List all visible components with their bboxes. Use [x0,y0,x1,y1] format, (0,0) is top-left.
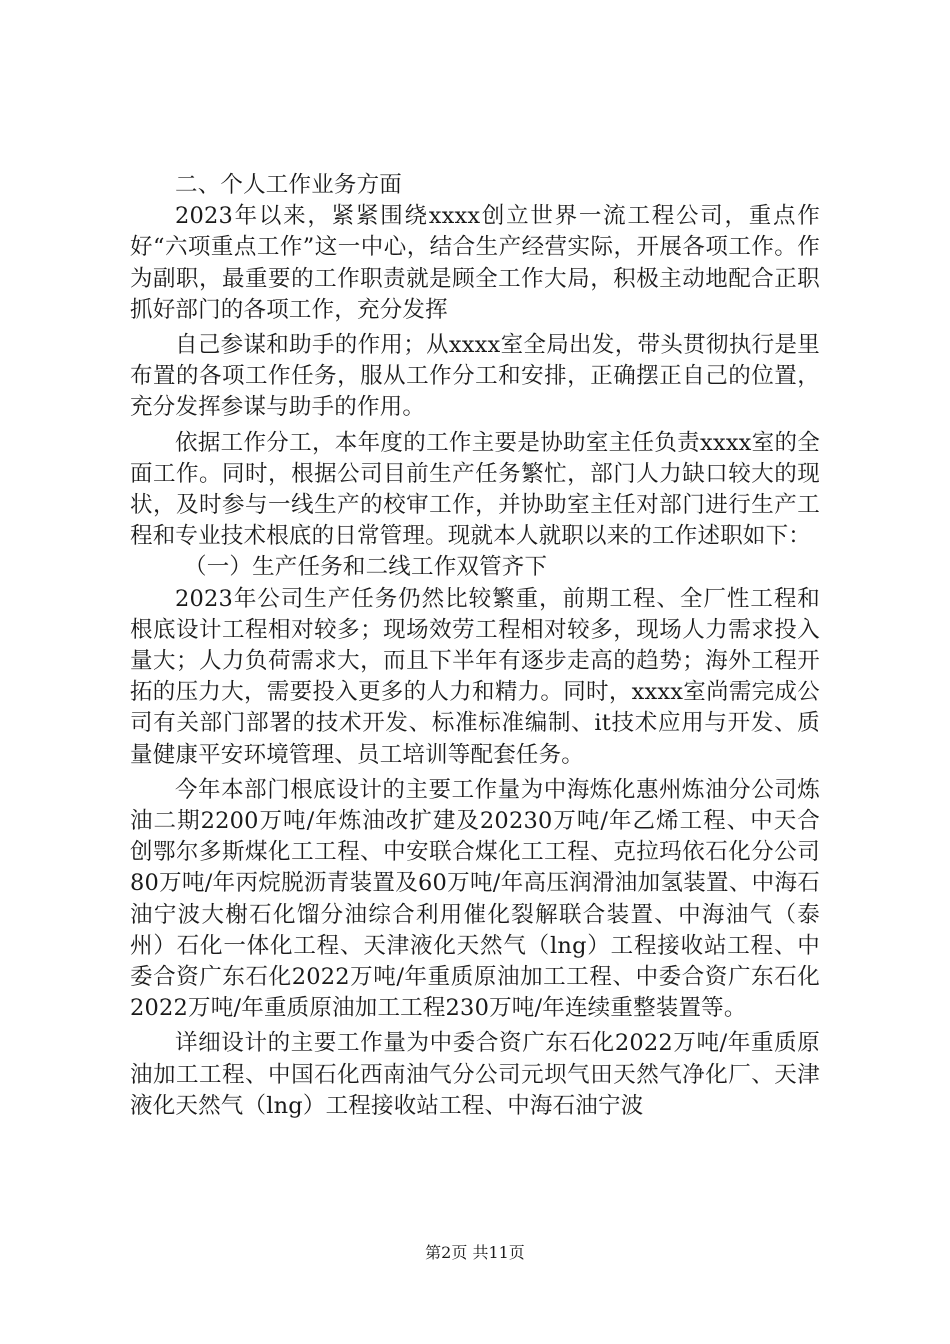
paragraph: 依据工作分工，本年度的工作主要是协助室主任负责xxxx室的全面工作。同时，根据公司目前生产任务繁忙，部门人力缺口较大的现状，及时参与一线生产的校审工作，并协助室主任对部门进行生产工程和专业技术根底的日常管理。现就本人就职以来的工作述职如下： [130,429,820,550]
subheading: （一）生产任务和二线工作双管齐下 [184,554,548,581]
document-body [130,170,820,1122]
section-heading: 二、个人工作业务方面 [175,172,403,198]
paragraph: 2023年以来，紧紧围绕xxxx创立世界一流工程公司，重点作好“六项重点工作”这一中心，结合生产经营实际，开展各项工作。作为副职，最重要的工作职责就是顾全工作大局，积极主动地配合正职抓好部门的各项工作，充分发挥 [130,203,820,323]
paragraph: 2023年公司生产任务仍然比较繁重，前期工程、全厂性工程和根底设计工程相对较多；现场效劳工程相对较多，现场人力需求投入量大；人力负荷需求大，而且下半年有逐步走高的趋势；海外工程开拓的压力大，需要投入更多的人力和精力。同时，xxxx室尚需完成公司有关部门部署的技术开发、标准标准编制、it技术应用与开发、质量健康平安环境管理、员工培训等配套任务。 [130,585,820,768]
paragraph: 详细设计的主要工作量为中委合资广东石化2022万吨/年重质原油加工工程、中国石化西南油气分公司元坝气田天然气净化厂、天津液化天然气（lng）工程接收站工程、中海石油宁波 [130,1030,820,1119]
page-number-footer: 第2页 共11页 [425,1243,525,1262]
paragraph: 自己参谋和助手的作用；从xxxx室全局出发，带头贯彻执行是里布置的各项工作任务，服从工作分工和安排，正确摆正自己的位置，充分发挥参谋与助手的作用。 [130,332,820,421]
paragraph: 今年本部门根底设计的主要工作量为中海炼化惠州炼油分公司炼油二期2200万吨/年炼油改扩建及20230万吨/年乙烯工程、中天合创鄂尔多斯煤化工工程、中安联合煤化工工程、克拉玛依石化分公司80万吨/年丙烷脱沥青装置及60万吨/年高压润滑油加氢装置、中海石油宁波大榭石化馏分油综合利用催化裂解联合装置、中海油气（泰州）石化一体化工程、天津液化天然气（lng）工程接收站工程、中委合资广东石化2022万吨/年重质原油加工工程、中委合资广东石化2022万吨/年重质原油加工工程230万吨/年连续重整装置等。 [130,776,820,1022]
